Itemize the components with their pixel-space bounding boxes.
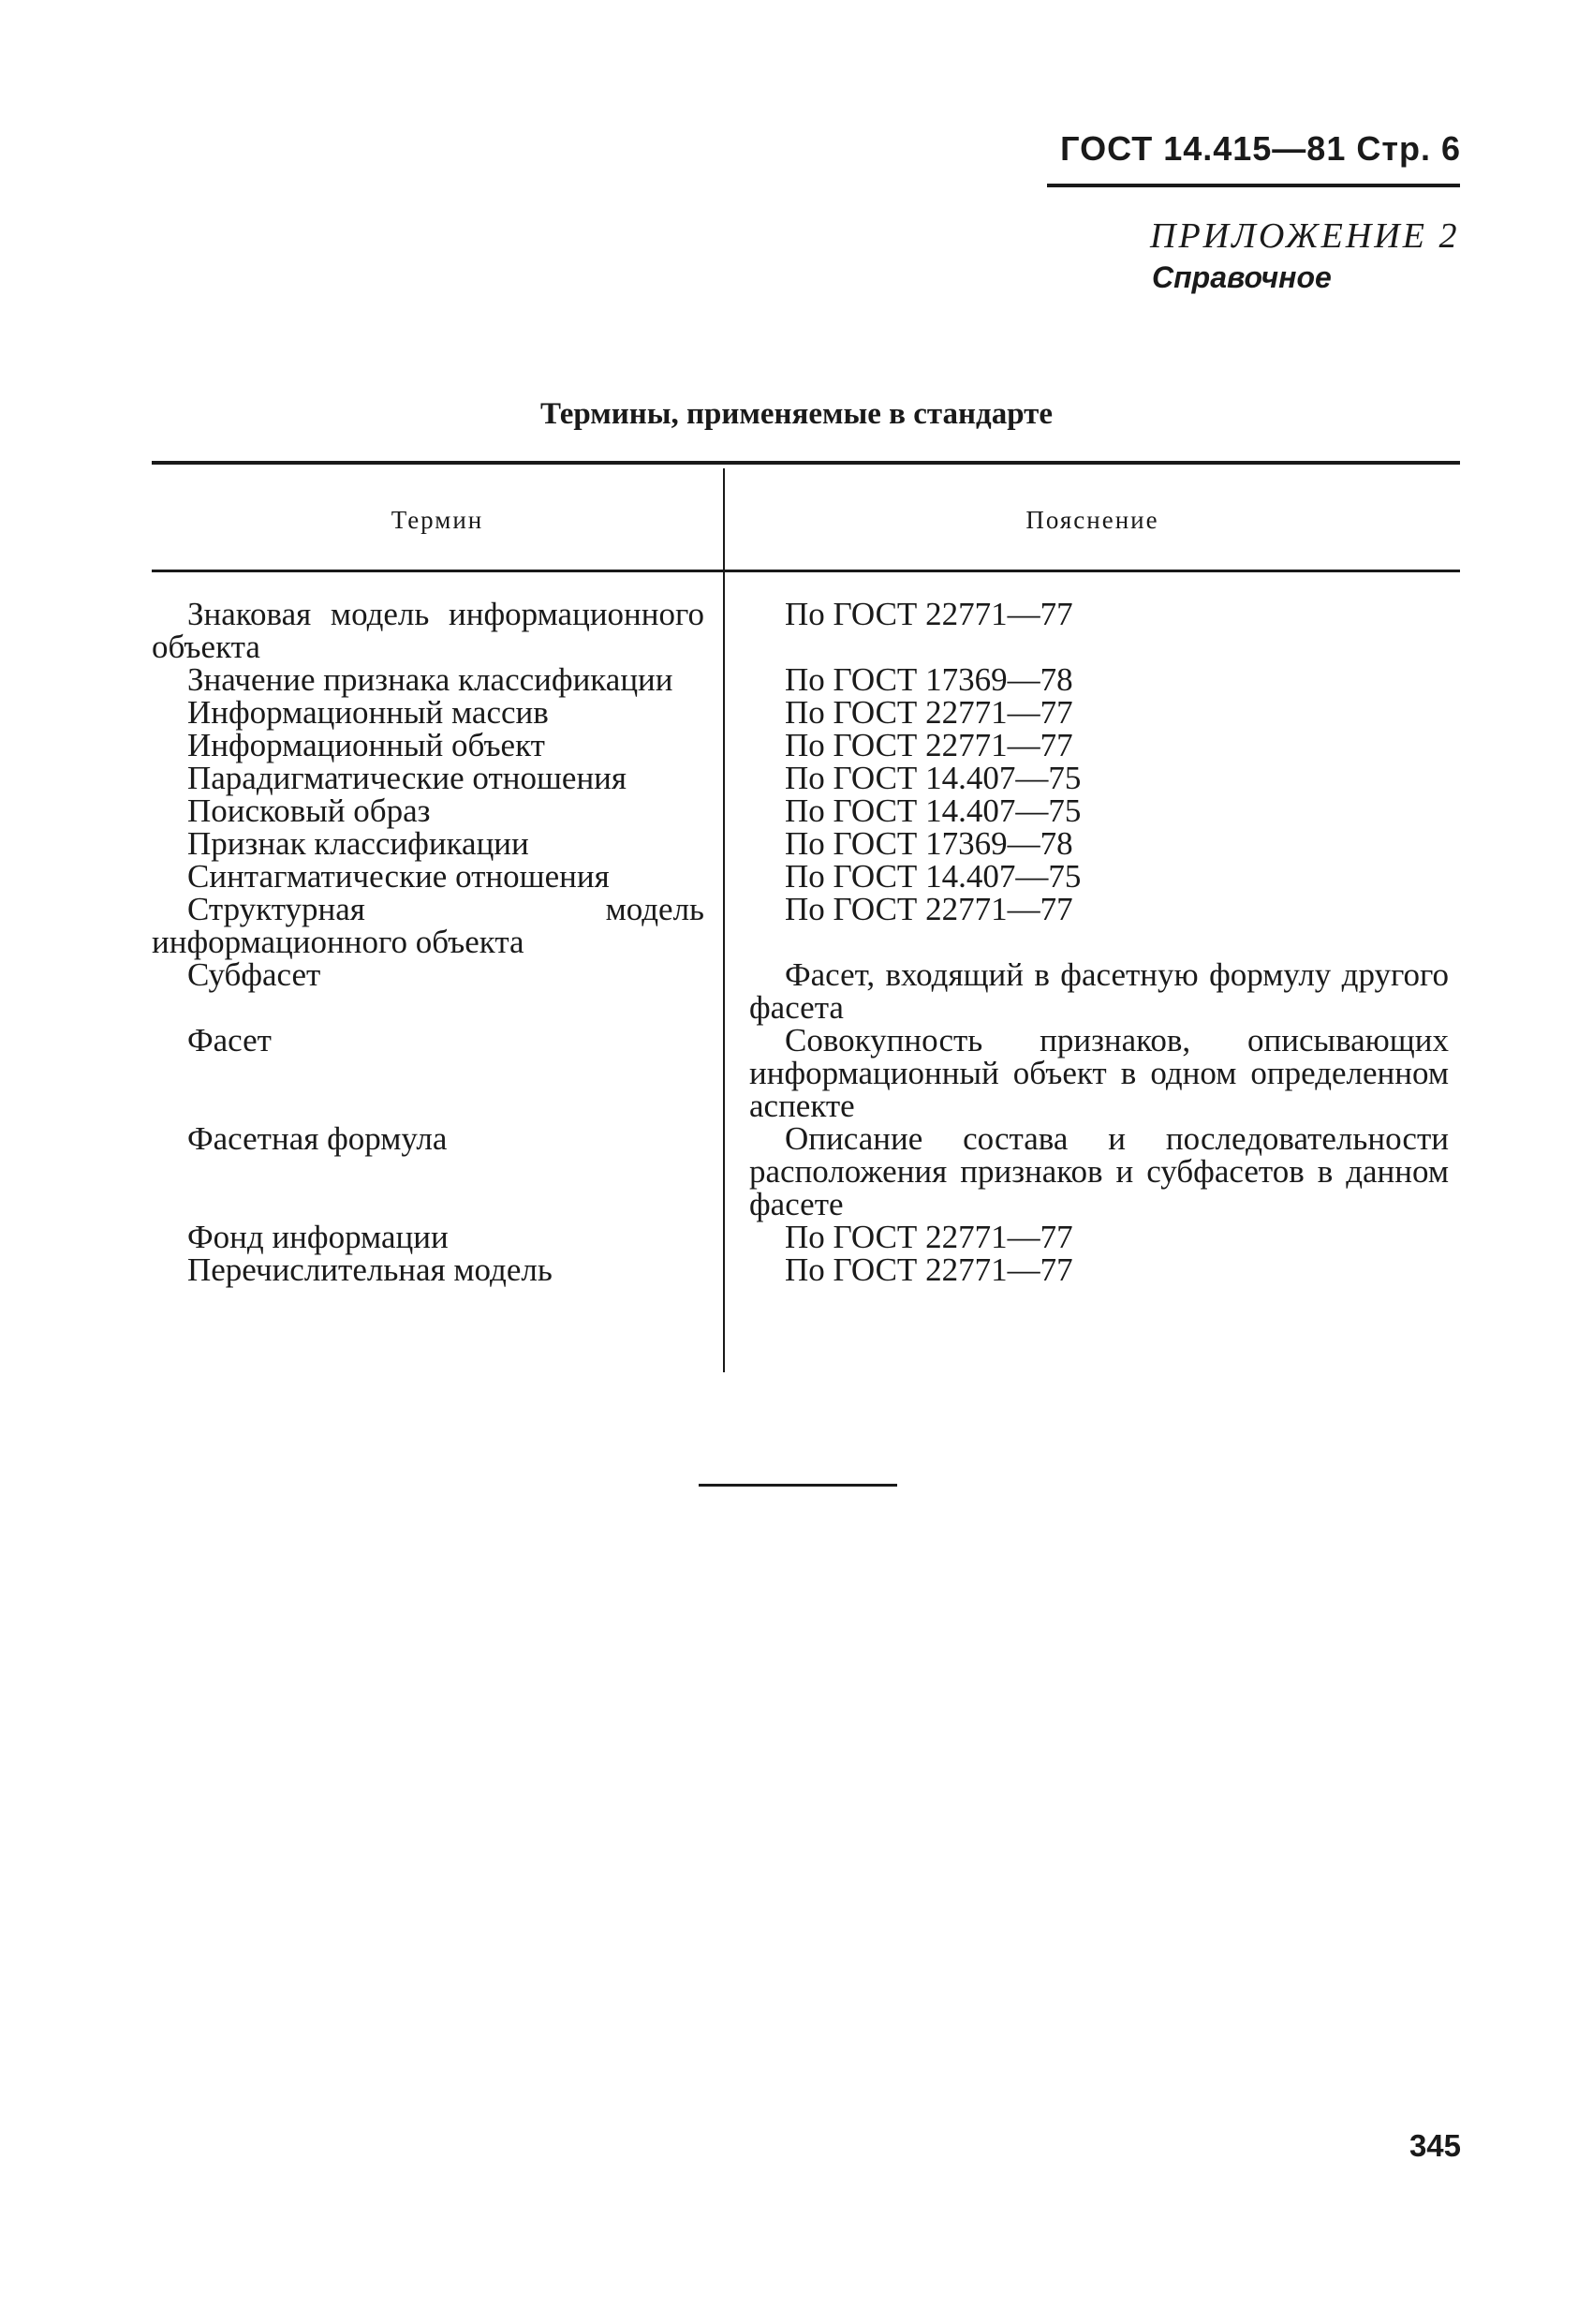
explanation-cell: Описание состава и последовательности расположения признаков и субфасетов в данном фасете (749, 1120, 1449, 1222)
explanation-cell: По ГОСТ 22771—77 (785, 1251, 1073, 1288)
table-row (152, 663, 1460, 696)
explanation-cell: По ГОСТ 22771—77 (785, 694, 1073, 731)
table-row (152, 729, 1460, 762)
table-row (152, 696, 1460, 729)
table-row (152, 1122, 1460, 1221)
explanation-cell: Совокупность признаков, описывающих информационный объект в одном определенном аспекте (749, 1022, 1449, 1124)
explanation-cell: По ГОСТ 17369—78 (785, 825, 1073, 862)
appendix-subtitle: Справочное (1152, 260, 1332, 294)
column-header-explanation: Пояснение (1025, 506, 1159, 534)
term-cell: Информационный объект (187, 727, 545, 763)
term-cell: Фасет (187, 1022, 272, 1058)
term-cell: Синтагматические отношения (187, 858, 610, 895)
term-cell: Значение признака классификации (187, 661, 673, 698)
term-cell: Знаковая модель информационного объекта (152, 596, 704, 665)
table-body (152, 598, 1460, 1286)
explanation-cell: По ГОСТ 17369—78 (785, 661, 1073, 698)
table-row (152, 860, 1460, 893)
table-row (152, 762, 1460, 794)
table-header-rule (152, 570, 1460, 572)
table-row (152, 1221, 1460, 1253)
table-row (152, 893, 1460, 958)
term-cell: Перечислительная модель (187, 1251, 553, 1288)
column-header-term: Термин (391, 506, 484, 534)
table-row (152, 598, 1460, 663)
explanation-cell: По ГОСТ 22771—77 (785, 727, 1073, 763)
table-row (152, 794, 1460, 827)
explanation-cell: По ГОСТ 22771—77 (785, 1219, 1073, 1255)
table-row (152, 958, 1460, 1024)
explanation-cell: Фасет, входящий в фасетную формулу другого фасета (749, 956, 1449, 1026)
term-cell: Поисковый образ (187, 792, 431, 829)
explanation-cell: По ГОСТ 22771—77 (785, 891, 1073, 927)
table-row (152, 1253, 1460, 1286)
term-cell: Структурная модель информационного объекта (152, 891, 704, 960)
table-row (152, 1024, 1460, 1122)
explanation-cell: По ГОСТ 14.407—75 (785, 858, 1082, 895)
term-cell: Признак классификации (187, 825, 529, 862)
explanation-cell: По ГОСТ 22771—77 (785, 596, 1073, 632)
term-cell: Парадигматические отношения (187, 760, 627, 796)
term-cell: Информационный массив (187, 694, 549, 731)
table-title: Термины, применяемые в стандарте (540, 397, 1053, 431)
explanation-cell: По ГОСТ 14.407—75 (785, 792, 1082, 829)
header-title: ГОСТ 14.415—81 Стр. 6 (1060, 129, 1461, 168)
term-cell: Фасетная формула (187, 1120, 448, 1157)
term-cell: Субфасет (187, 956, 321, 993)
appendix-title: ПРИЛОЖЕНИЕ 2 (1150, 216, 1460, 256)
explanation-cell: По ГОСТ 14.407—75 (785, 760, 1082, 796)
header-rule (1047, 184, 1460, 187)
table-row (152, 827, 1460, 860)
end-rule (699, 1484, 897, 1487)
table-top-rule (152, 461, 1460, 465)
page-number: 345 (1409, 2128, 1461, 2163)
term-cell: Фонд информации (187, 1219, 449, 1255)
